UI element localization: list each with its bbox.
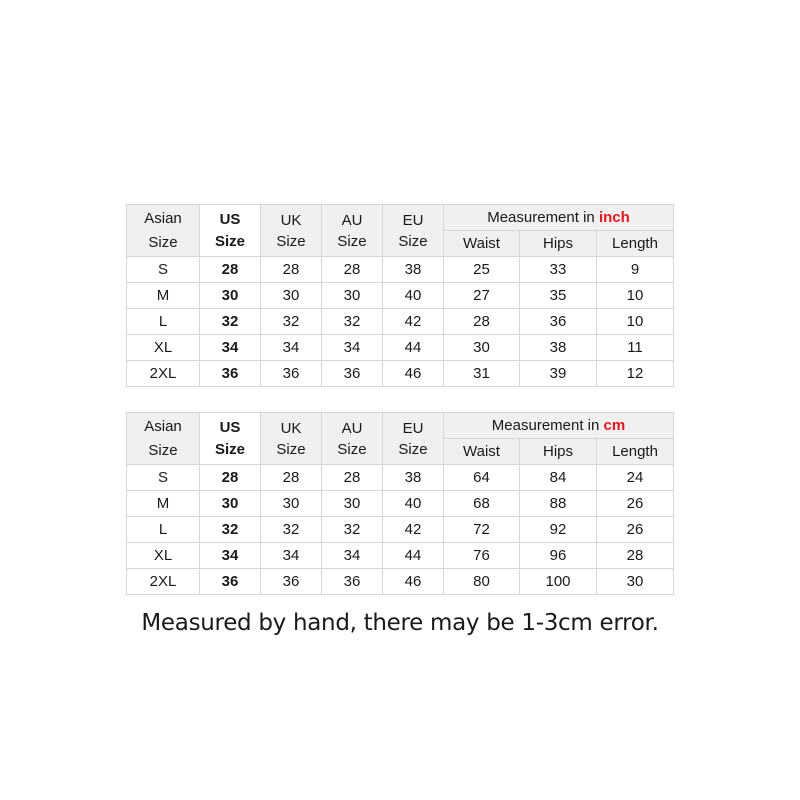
- cell-us: 34: [200, 335, 261, 361]
- header-us-size: US Size: [200, 205, 261, 257]
- table-row: [127, 517, 674, 543]
- table-row: [127, 361, 674, 387]
- header-au-size: AU Size: [322, 413, 383, 465]
- cell-au: 34: [322, 335, 383, 361]
- cell-waist: 25: [444, 257, 520, 283]
- cell-waist: 80: [444, 569, 520, 595]
- header-length: Length: [597, 439, 674, 465]
- size-chart-cm: [126, 412, 674, 595]
- cell-eu: 38: [383, 465, 444, 491]
- cell-us: 32: [200, 309, 261, 335]
- table-row: [127, 569, 674, 595]
- cell-waist: 30: [444, 335, 520, 361]
- cell-uk: 34: [261, 543, 322, 569]
- cell-hips: 96: [520, 543, 597, 569]
- cell-hips: 38: [520, 335, 597, 361]
- cell-uk: 30: [261, 491, 322, 517]
- cell-asian: XL: [127, 543, 200, 569]
- cell-waist: 28: [444, 309, 520, 335]
- cell-hips: 100: [520, 569, 597, 595]
- cell-hips: 88: [520, 491, 597, 517]
- header-measurement: Measurement in cm: [444, 413, 674, 439]
- cell-eu: 44: [383, 335, 444, 361]
- table-row: [127, 491, 674, 517]
- header-asian-size: Asian Size: [127, 205, 200, 257]
- cell-length: 26: [597, 517, 674, 543]
- cell-hips: 33: [520, 257, 597, 283]
- table-row: [127, 465, 674, 491]
- cell-us: 36: [200, 361, 261, 387]
- cell-eu: 46: [383, 361, 444, 387]
- cell-length: 28: [597, 543, 674, 569]
- header-hips: Hips: [520, 439, 597, 465]
- header-eu-size: EU Size: [383, 205, 444, 257]
- cell-asian: L: [127, 309, 200, 335]
- header-asian-size: Asian Size: [127, 413, 200, 465]
- cell-hips: 92: [520, 517, 597, 543]
- cell-asian: M: [127, 491, 200, 517]
- measurement-unit: cm: [603, 417, 626, 434]
- cell-uk: 30: [261, 283, 322, 309]
- cell-au: 36: [322, 569, 383, 595]
- cell-asian: M: [127, 283, 200, 309]
- cell-eu: 46: [383, 569, 444, 595]
- header-uk-size: UK Size: [261, 205, 322, 257]
- cell-eu: 42: [383, 309, 444, 335]
- table-row: [127, 335, 674, 361]
- measurement-unit: inch: [598, 209, 630, 226]
- cell-hips: 36: [520, 309, 597, 335]
- cell-waist: 31: [444, 361, 520, 387]
- cell-eu: 40: [383, 283, 444, 309]
- cell-us: 32: [200, 517, 261, 543]
- table-row: [127, 309, 674, 335]
- cell-length: 30: [597, 569, 674, 595]
- header-hips: Hips: [520, 231, 597, 257]
- table-row: [127, 283, 674, 309]
- cell-length: 12: [597, 361, 674, 387]
- cell-us: 30: [200, 491, 261, 517]
- cell-eu: 38: [383, 257, 444, 283]
- cell-uk: 36: [261, 569, 322, 595]
- header-waist: Waist: [444, 231, 520, 257]
- cell-us: 34: [200, 543, 261, 569]
- cell-length: 10: [597, 283, 674, 309]
- cell-asian: 2XL: [127, 361, 200, 387]
- cell-us: 30: [200, 283, 261, 309]
- header-uk-size: UK Size: [261, 413, 322, 465]
- cell-uk: 32: [261, 309, 322, 335]
- cell-asian: L: [127, 517, 200, 543]
- cell-length: 9: [597, 257, 674, 283]
- cell-length: 10: [597, 309, 674, 335]
- cell-hips: 39: [520, 361, 597, 387]
- cell-hips: 84: [520, 465, 597, 491]
- cell-asian: S: [127, 465, 200, 491]
- cell-us: 28: [200, 257, 261, 283]
- cell-au: 32: [322, 309, 383, 335]
- cell-length: 24: [597, 465, 674, 491]
- header-measurement: Measurement in inch: [444, 205, 674, 231]
- cell-uk: 36: [261, 361, 322, 387]
- cell-uk: 28: [261, 257, 322, 283]
- cell-uk: 32: [261, 517, 322, 543]
- table-row: [127, 257, 674, 283]
- cell-au: 36: [322, 361, 383, 387]
- cell-au: 34: [322, 543, 383, 569]
- cell-asian: S: [127, 257, 200, 283]
- measurement-note: Measured by hand, there may be 1-3cm error.: [141, 610, 659, 636]
- cell-waist: 64: [444, 465, 520, 491]
- cell-length: 26: [597, 491, 674, 517]
- header-eu-size: EU Size: [383, 413, 444, 465]
- cell-waist: 68: [444, 491, 520, 517]
- cell-au: 28: [322, 257, 383, 283]
- cell-eu: 44: [383, 543, 444, 569]
- cell-waist: 27: [444, 283, 520, 309]
- cell-hips: 35: [520, 283, 597, 309]
- cell-waist: 76: [444, 543, 520, 569]
- cell-length: 11: [597, 335, 674, 361]
- cell-eu: 40: [383, 491, 444, 517]
- cell-us: 36: [200, 569, 261, 595]
- cell-au: 30: [322, 491, 383, 517]
- cell-us: 28: [200, 465, 261, 491]
- cell-waist: 72: [444, 517, 520, 543]
- cell-asian: 2XL: [127, 569, 200, 595]
- table-row: [127, 543, 674, 569]
- header-au-size: AU Size: [322, 205, 383, 257]
- header-length: Length: [597, 231, 674, 257]
- cell-eu: 42: [383, 517, 444, 543]
- cell-au: 28: [322, 465, 383, 491]
- cell-au: 32: [322, 517, 383, 543]
- size-chart-inch: [126, 204, 674, 387]
- cell-uk: 34: [261, 335, 322, 361]
- header-us-size: US Size: [200, 413, 261, 465]
- cell-au: 30: [322, 283, 383, 309]
- cell-uk: 28: [261, 465, 322, 491]
- header-waist: Waist: [444, 439, 520, 465]
- cell-asian: XL: [127, 335, 200, 361]
